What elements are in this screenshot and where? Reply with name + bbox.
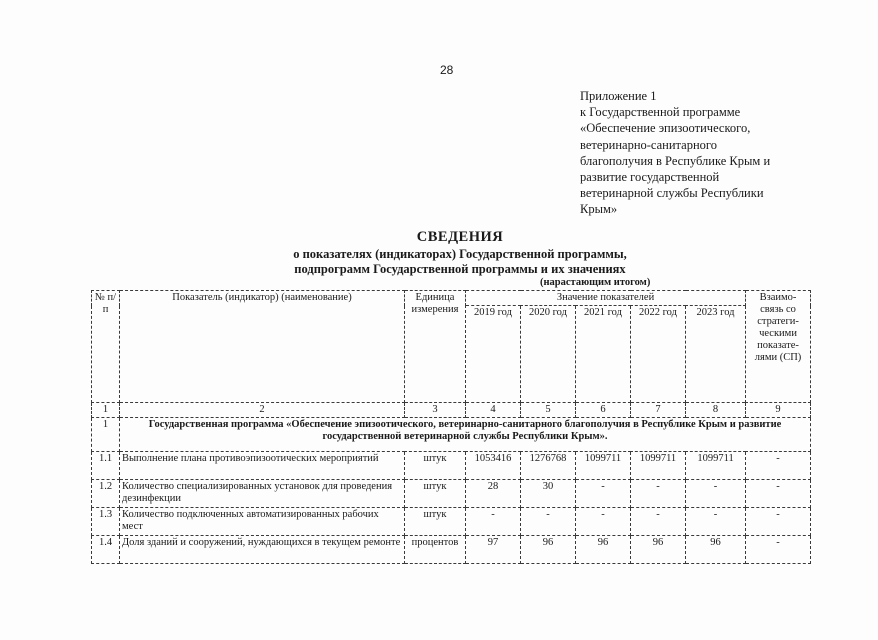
program-title: Государственная программа «Обеспечение эпизоотического, ветеринарно-санитарного благополучия в Республике Крым и развитие государственной ветеринарной службы Республики Крым».	[120, 418, 811, 452]
row-value: 1099711	[631, 452, 686, 480]
appendix-line: ветеринарно-санитарного	[580, 137, 717, 152]
appendix-line: благополучия в Республике Крым и	[580, 153, 771, 168]
document-subtitle-line1: о показателях (индикаторах) Государственной программы,	[293, 247, 627, 261]
appendix-line: Крым»	[580, 202, 618, 217]
row-indicator: Выполнение плана противоэпизоотических мероприятий	[120, 452, 405, 480]
row-value: 96	[576, 536, 631, 564]
row-value: -	[631, 480, 686, 508]
header-year: 2019 год	[466, 306, 521, 403]
row-value: 1099711	[686, 452, 746, 480]
document-subtitle-line2: подпрограмм Государственной программы и их значениях	[294, 262, 626, 276]
appendix-note	[580, 88, 830, 218]
row-no: 1.1	[92, 452, 120, 480]
header-year: 2021 год	[576, 306, 631, 403]
row-value: -	[686, 480, 746, 508]
row-value: 30	[521, 480, 576, 508]
column-number: 2	[120, 403, 405, 418]
row-value: 96	[521, 536, 576, 564]
row-unit: штук	[405, 452, 466, 480]
table-row	[92, 480, 811, 508]
appendix-line: «Обеспечение эпизоотического,	[580, 121, 751, 136]
row-value: 1276768	[521, 452, 576, 480]
program-no: 1	[92, 418, 120, 452]
header-year: 2023 год	[686, 306, 746, 403]
header-year: 2022 год	[631, 306, 686, 403]
row-value: -	[521, 508, 576, 536]
appendix-line: развитие государственной	[580, 170, 720, 185]
header-unit: Единица измерения	[405, 291, 466, 403]
header-indicator: Показатель (индикатор) (наименование)	[120, 291, 405, 403]
appendix-line: к Государственной программе	[580, 105, 741, 120]
column-number: 4	[466, 403, 521, 418]
row-relation: -	[746, 536, 811, 564]
row-value: -	[686, 508, 746, 536]
indicators-table	[91, 290, 811, 564]
header-year: 2020 год	[521, 306, 576, 403]
row-unit: штук	[405, 480, 466, 508]
appendix-line: Приложение 1	[580, 89, 657, 103]
row-relation: -	[746, 452, 811, 480]
header-no: № п/п	[92, 291, 120, 403]
row-value: -	[631, 508, 686, 536]
appendix-line: ветеринарной службы Республики	[580, 186, 764, 201]
cumulative-note: (нарастающим итогом)	[540, 277, 651, 288]
row-value: 96	[686, 536, 746, 564]
row-value: 1053416	[466, 452, 521, 480]
program-row	[92, 418, 811, 452]
row-unit: штук	[405, 508, 466, 536]
row-value: 96	[631, 536, 686, 564]
row-relation: -	[746, 480, 811, 508]
row-no: 1.2	[92, 480, 120, 508]
row-indicator: Доля зданий и сооружений, нуждающихся в текущем ремонте	[120, 536, 405, 564]
column-number: 6	[576, 403, 631, 418]
document-title: СВЕДЕНИЯ	[416, 229, 504, 245]
column-number: 3	[405, 403, 466, 418]
column-number: 1	[92, 403, 120, 418]
column-number: 8	[686, 403, 746, 418]
row-value: 97	[466, 536, 521, 564]
row-no: 1.3	[92, 508, 120, 536]
column-numbers-row	[92, 403, 811, 418]
column-number: 5	[521, 403, 576, 418]
table-row	[92, 452, 811, 480]
table-header-row	[92, 291, 811, 306]
row-no: 1.4	[92, 536, 120, 564]
row-value: -	[466, 508, 521, 536]
row-value: -	[576, 508, 631, 536]
row-relation: -	[746, 508, 811, 536]
row-value: 28	[466, 480, 521, 508]
header-values-group: Значение показателей	[466, 291, 746, 306]
row-value: 1099711	[576, 452, 631, 480]
column-number: 9	[746, 403, 811, 418]
row-indicator: Количество подключенных автоматизированных рабочих мест	[120, 508, 405, 536]
page-number: 28	[440, 63, 454, 77]
row-value: -	[576, 480, 631, 508]
column-number: 7	[631, 403, 686, 418]
table-row	[92, 508, 811, 536]
header-relation: Взаимо-связь со стратеги-ческими показате-лями (СП)	[746, 291, 811, 403]
row-unit: процентов	[405, 536, 466, 564]
row-indicator: Количество специализированных установок для проведения дезинфекции	[120, 480, 405, 508]
table-row	[92, 536, 811, 564]
